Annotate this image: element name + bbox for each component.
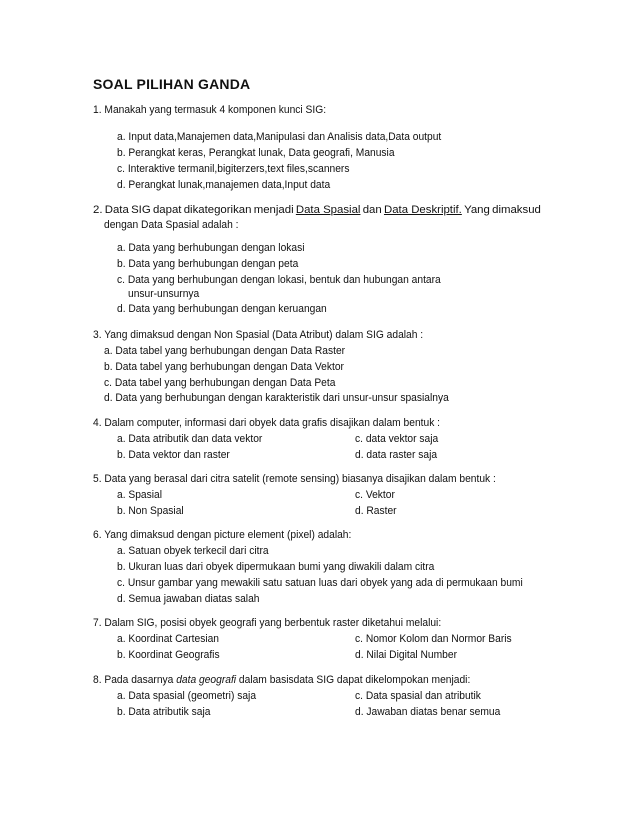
q4-option-a: a. Data atributik dan data vektor <box>117 433 263 445</box>
q4-option-d: d. data raster saja <box>355 449 438 461</box>
q8-option-a: a. Data spasial (geometri) saja <box>117 690 257 702</box>
q2-term-data-spasial: Data Spasial <box>295 204 361 216</box>
q3-option-a: a. Data tabel yang berhubungan dengan Data Raster <box>104 345 346 357</box>
q2-word: Data <box>104 204 129 216</box>
q4-option-b: b. Data vektor dan raster <box>117 449 230 461</box>
question-7: 7. Dalam SIG, posisi obyek geografi yang berbentuk raster diketahui melalui: <box>93 617 442 629</box>
q1-option-b: b. Perangkat keras, Perangkat lunak, Data geografi, Manusia <box>117 147 395 159</box>
q8-option-b: b. Data atributik saja <box>117 706 211 718</box>
q8-option-c: c. Data spasial dan atributik <box>355 690 481 702</box>
document-title: SOAL PILIHAN GANDA <box>93 76 251 92</box>
q2-word: dikategorikan <box>183 204 252 216</box>
q2-option-d: d. Data yang berhubungan dengan keruangan <box>117 303 327 315</box>
q2-word: menjadi <box>253 204 294 216</box>
q6-option-b: b. Ukuran luas dari obyek dipermukaan bumi yang diwakili dalam citra <box>117 561 435 573</box>
q8-text-pre: 8. Pada dasarnya <box>93 674 177 686</box>
q6-option-c: c. Unsur gambar yang mewakili satu satuan luas dari obyek yang ada di permukaan bumi <box>117 577 523 589</box>
q2-option-a: a. Data yang berhubungan dengan lokasi <box>117 242 305 254</box>
question-5: 5. Data yang berasal dari citra satelit (remote sensing) biasanya disajikan dalam bentuk : <box>93 473 496 485</box>
q2-word: Yang <box>464 204 490 216</box>
question-3: 3. Yang dimaksud dengan Non Spasial (Data Atribut) dalam SIG adalah : <box>93 329 424 341</box>
question-8 <box>93 673 470 687</box>
question-1: 1. Manakah yang termasuk 4 komponen kunci SIG: <box>93 104 327 116</box>
q1-option-a: a. Input data,Manajemen data,Manipulasi dan Analisis data,Data output <box>117 131 442 143</box>
question-4: 4. Dalam computer, informasi dari obyek data grafis disajikan dalam bentuk : <box>93 417 441 429</box>
q2-option-c-cont: unsur-unsurnya <box>128 288 200 300</box>
question-2 <box>93 203 541 217</box>
q5-option-b: b. Non Spasial <box>117 505 184 517</box>
q5-option-a: a. Spasial <box>117 489 163 501</box>
q6-option-d: d. Semua jawaban diatas salah <box>117 593 260 605</box>
q3-option-c: c. Data tabel yang berhubungan dengan Data Peta <box>104 377 336 389</box>
q1-option-d: d. Perangkat lunak,manajemen data,Input data <box>117 179 331 191</box>
q8-option-d: d. Jawaban diatas benar semua <box>355 706 501 718</box>
question-2-cont: dengan Data Spasial adalah : <box>104 219 239 231</box>
q2-option-b: b. Data yang berhubungan dengan peta <box>117 258 299 270</box>
q8-text-post: dalam basisdata SIG dapat dikelompokan menjadi: <box>236 674 471 686</box>
q2-word: 2. <box>93 204 103 216</box>
q7-option-c: c. Nomor Kolom dan Normor Baris <box>355 633 512 645</box>
q5-option-c: c. Vektor <box>355 489 395 501</box>
q6-option-a: a. Satuan obyek terkecil dari citra <box>117 545 269 557</box>
q3-option-d: d. Data yang berhubungan dengan karakteristik dari unsur-unsur spasialnya <box>104 392 449 404</box>
q7-option-d: d. Nilai Digital Number <box>355 649 457 661</box>
question-6: 6. Yang dimaksud dengan picture element (pixel) adalah: <box>93 529 352 541</box>
q2-word: dapat <box>152 204 182 216</box>
q7-option-a: a. Koordinat Cartesian <box>117 633 220 645</box>
q3-option-b: b. Data tabel yang berhubungan dengan Data Vektor <box>104 361 344 373</box>
q7-option-b: b. Koordinat Geografis <box>117 649 220 661</box>
q1-option-c: c. Interaktive termanil,bigiterzers,text files,scanners <box>117 163 350 175</box>
q2-word: SIG <box>131 204 151 216</box>
q5-option-d: d. Raster <box>355 505 397 517</box>
q2-term-data-deskriptif: Data Deskriptif. <box>383 204 462 216</box>
q4-option-c: c. data vektor saja <box>355 433 439 445</box>
q2-word: dimaksud <box>492 204 541 216</box>
q2-option-c: c. Data yang berhubungan dengan lokasi, bentuk dan hubungan antara <box>117 274 441 286</box>
q8-text-italic: data geografi <box>176 674 237 686</box>
q2-word: dan <box>362 204 382 216</box>
